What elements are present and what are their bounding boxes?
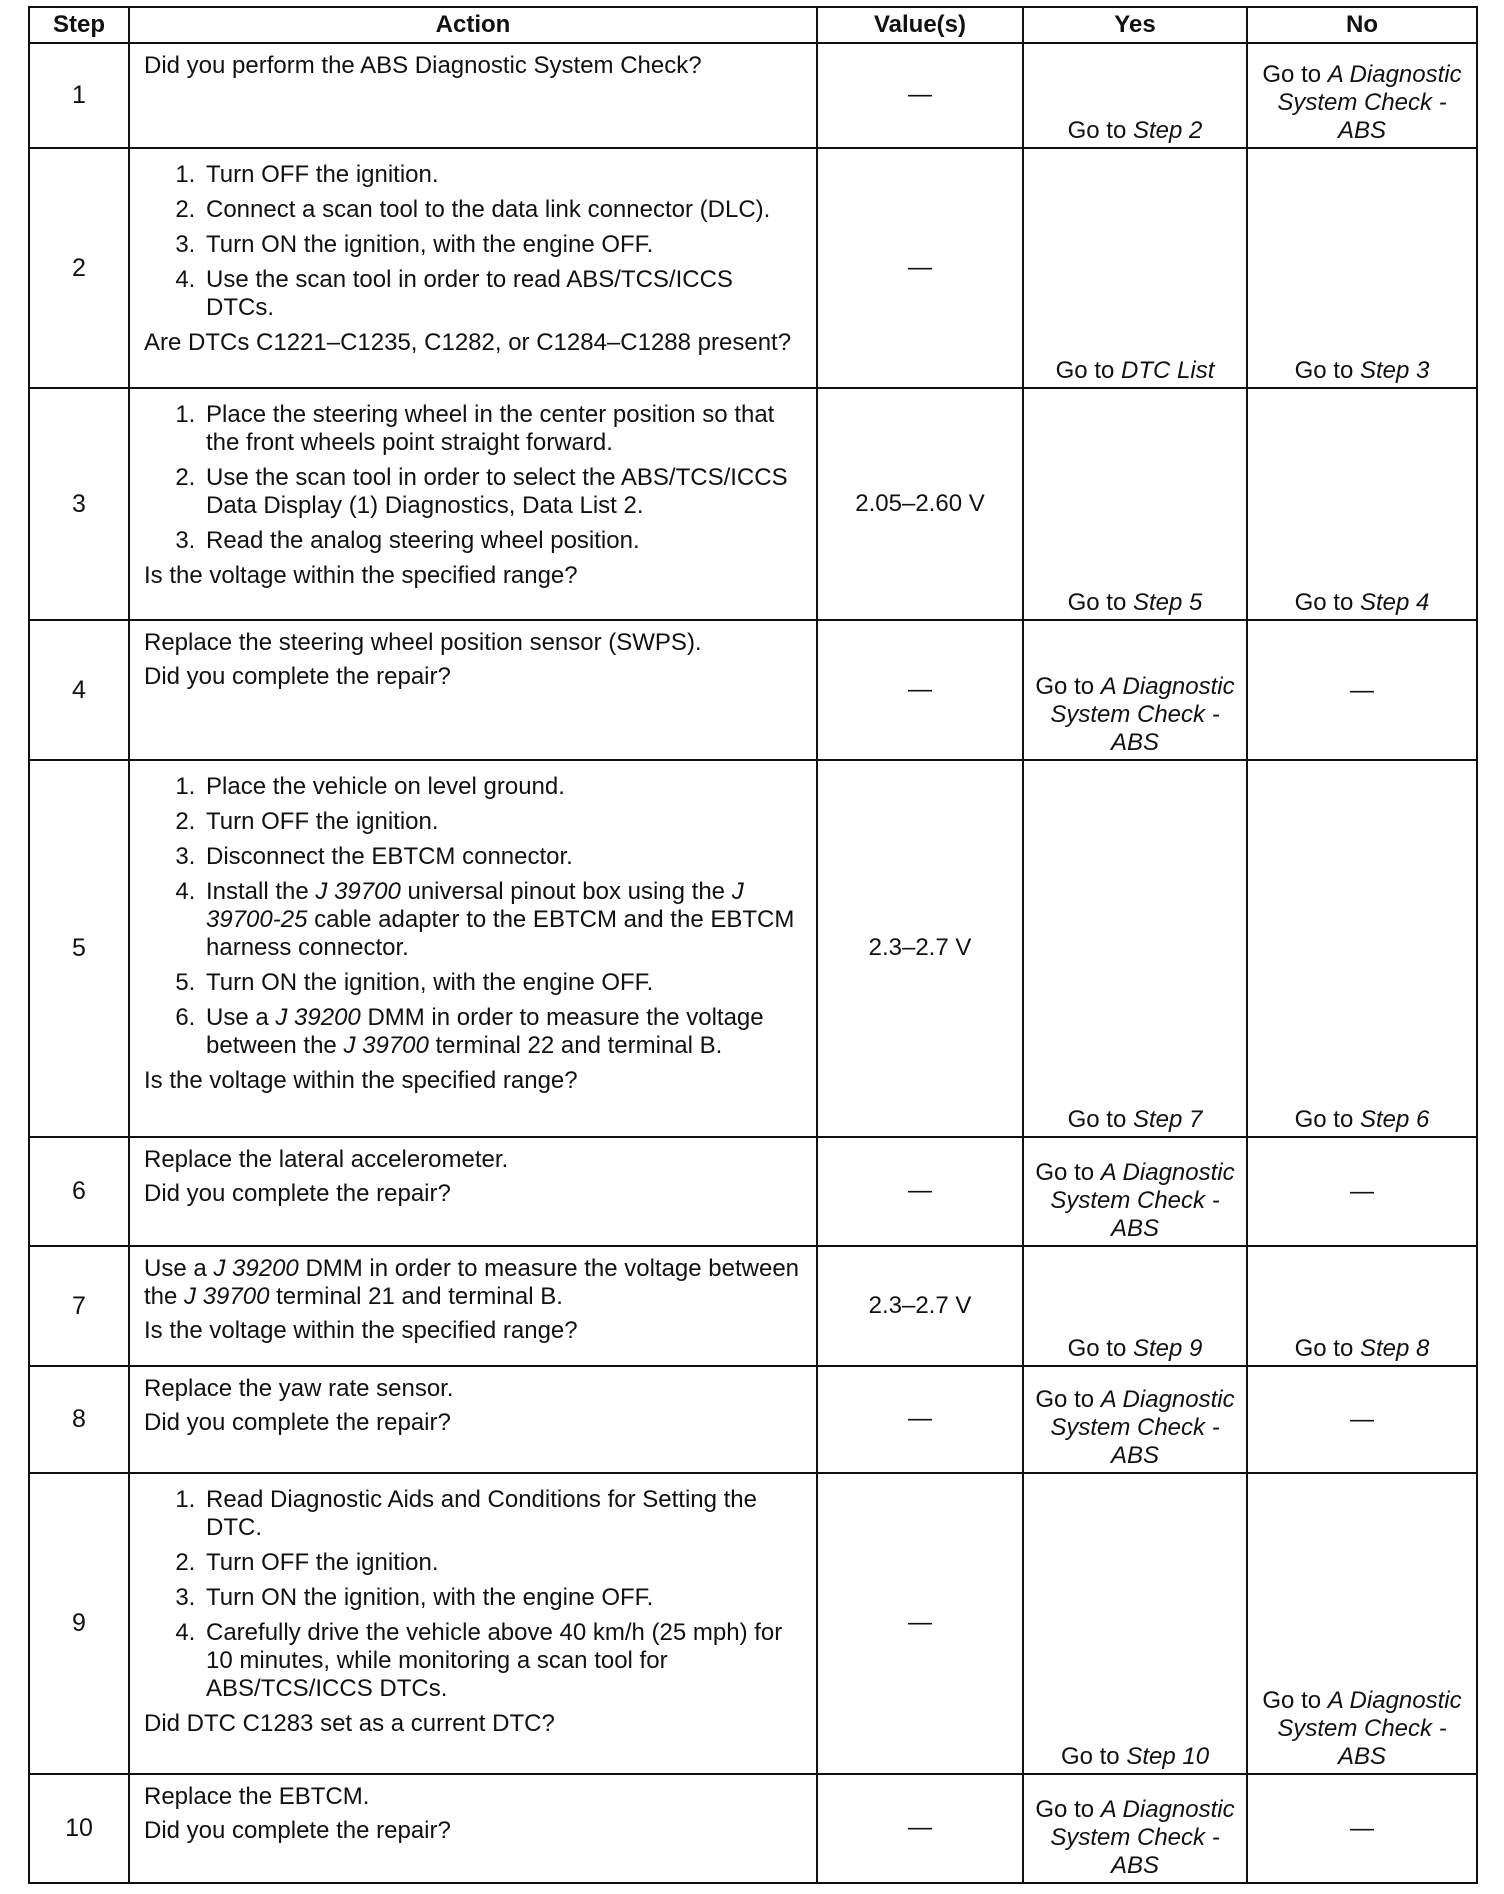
diagnostic-table-sheet [28, 6, 1476, 1884]
dash-mark: — [1350, 1178, 1374, 1206]
step-number: 4 [29, 620, 129, 760]
action-step: 2. Connect a scan tool to the data link connector (DLC). [202, 196, 806, 224]
table-row [29, 148, 1477, 388]
tool-reference: J 39200 [275, 1003, 361, 1031]
value-cell: — [817, 1137, 1023, 1246]
action-steps-list [144, 161, 806, 322]
action-step: 2. Turn OFF the ignition. [202, 1549, 806, 1577]
action-steps-list [144, 773, 806, 1060]
goto-reference: Step 6 [1359, 1105, 1430, 1133]
no-cell [1247, 760, 1477, 1137]
action-instruction: Use a J 39200 DMM in order to measure the voltage between the J 39700 terminal 21 and terminal B. [144, 1254, 800, 1310]
no-cell [1247, 1137, 1477, 1246]
action-cell [129, 1366, 817, 1473]
action-instruction: Replace the yaw rate sensor. [144, 1374, 454, 1402]
goto-reference: A Diagnostic System Check - ABS [1050, 1158, 1235, 1242]
header-step: Step [29, 7, 129, 43]
action-step: 1. Read Diagnostic Aids and Conditions for Setting the DTC. [202, 1486, 806, 1542]
action-instruction: Did you perform the ABS Diagnostic System Check? [144, 52, 702, 79]
goto-text: Go to [1294, 356, 1360, 384]
dash-mark: — [1350, 676, 1374, 704]
action-step: 5. Turn ON the ignition, with the engine OFF. [202, 969, 806, 997]
goto-reference: A Diagnostic System Check - ABS [1050, 1385, 1235, 1469]
table-body [29, 43, 1477, 1883]
yes-cell [1023, 760, 1247, 1137]
step-number: 1 [29, 43, 129, 148]
goto-text: Go to [1035, 1385, 1101, 1413]
goto-reference: A Diagnostic System Check - ABS [1277, 60, 1462, 144]
goto-text: Go to [1067, 588, 1133, 616]
action-question: Is the voltage within the specified range? [144, 1316, 578, 1344]
goto-text: Go to [1262, 60, 1328, 88]
yes-cell [1023, 1137, 1247, 1246]
header-no: No [1247, 7, 1477, 43]
goto-text: Go to [1035, 1158, 1101, 1186]
value-cell: 2.3–2.7 V [817, 760, 1023, 1137]
goto-reference: A Diagnostic System Check - ABS [1277, 1686, 1462, 1770]
header-action: Action [129, 7, 817, 43]
action-instruction: Replace the EBTCM. [144, 1782, 370, 1810]
action-cell [129, 388, 817, 620]
goto-reference: DTC List [1121, 356, 1215, 384]
action-question: Is the voltage within the specified range? [144, 1066, 578, 1094]
value-cell: — [817, 1774, 1023, 1883]
goto-reference: Step 5 [1132, 588, 1203, 616]
yes-cell [1023, 1246, 1247, 1366]
table-row [29, 620, 1477, 760]
step-number: 8 [29, 1366, 129, 1473]
action-instruction: Replace the steering wheel position sensor (SWPS). [144, 628, 702, 656]
action-step: 4. Use the scan tool in order to read ABS/TCS/ICCS DTCs. [202, 266, 806, 322]
step-number: 7 [29, 1246, 129, 1366]
goto-reference: A Diagnostic System Check - ABS [1050, 1796, 1235, 1879]
tool-reference: J 39700-25 [206, 877, 744, 933]
table-row [29, 760, 1477, 1137]
action-step: 3. Disconnect the EBTCM connector. [202, 843, 806, 871]
action-instruction: Replace the lateral accelerometer. [144, 1145, 509, 1173]
goto-text: Go to [1067, 1334, 1133, 1362]
table-row [29, 1366, 1477, 1473]
action-cell [129, 43, 817, 148]
action-step: 1. Place the vehicle on level ground. [202, 773, 806, 801]
table-row [29, 1137, 1477, 1246]
goto-reference: Step 3 [1359, 356, 1430, 384]
goto-text: Go to [1055, 356, 1122, 384]
value-cell: 2.3–2.7 V [817, 1246, 1023, 1366]
header-values: Value(s) [817, 7, 1023, 43]
goto-text: Go to [1060, 1742, 1127, 1770]
yes-cell [1023, 43, 1247, 148]
action-question: Did you complete the repair? [144, 1816, 451, 1844]
goto-reference: Step 7 [1132, 1105, 1203, 1133]
table-row [29, 43, 1477, 148]
table-row [29, 1774, 1477, 1883]
action-question: Are DTCs C1221–C1235, C1282, or C1284–C1288 present? [144, 328, 792, 356]
action-question: Did you complete the repair? [144, 1408, 451, 1436]
yes-cell [1023, 620, 1247, 760]
yes-cell [1023, 1473, 1247, 1774]
step-number: 3 [29, 388, 129, 620]
header-row [29, 7, 1477, 43]
action-step: 3. Turn ON the ignition, with the engine OFF. [202, 1584, 806, 1612]
step-number: 6 [29, 1137, 129, 1246]
action-step: 1. Turn OFF the ignition. [202, 161, 806, 189]
tool-reference: J 39700 [315, 877, 401, 905]
tool-reference: J 39200 [213, 1254, 299, 1282]
goto-reference: Step 2 [1132, 116, 1203, 144]
goto-text: Go to [1035, 672, 1101, 700]
goto-reference: Step 4 [1359, 588, 1430, 616]
action-cell [129, 1774, 817, 1883]
action-step: 2. Turn OFF the ignition. [202, 808, 806, 836]
action-question: Did you complete the repair? [144, 662, 451, 690]
action-steps-list [144, 401, 806, 555]
action-step: 4. Install the J 39700 universal pinout box using the J 39700-25 cable adapter to the EBTCM and the EBTCM harness connector. [202, 878, 806, 962]
no-cell [1247, 148, 1477, 388]
action-cell [129, 1473, 817, 1774]
no-cell [1247, 1246, 1477, 1366]
action-step: 3. Read the analog steering wheel position. [202, 527, 806, 555]
action-step: 4. Carefully drive the vehicle above 40 km/h (25 mph) for 10 minutes, while monitoring a scan tool for ABS/TCS/ICCS DTCs. [202, 1619, 806, 1703]
step-number: 2 [29, 148, 129, 388]
no-cell [1247, 1473, 1477, 1774]
dash-mark: — [1350, 1406, 1374, 1434]
goto-text: Go to [1067, 116, 1133, 144]
step-number: 10 [29, 1774, 129, 1883]
yes-cell [1023, 1774, 1247, 1883]
goto-text: Go to [1294, 588, 1360, 616]
action-step: 2. Use the scan tool in order to select the ABS/TCS/ICCS Data Display (1) Diagnostics, Data List 2. [202, 464, 806, 520]
goto-reference: Step 9 [1132, 1334, 1203, 1362]
action-question: Did you complete the repair? [144, 1179, 451, 1207]
goto-text: Go to [1067, 1105, 1133, 1133]
no-cell [1247, 1774, 1477, 1883]
goto-reference: A Diagnostic System Check - ABS [1050, 672, 1235, 756]
tool-reference: J 39700 [343, 1031, 429, 1059]
step-number: 9 [29, 1473, 129, 1774]
action-steps-list [144, 1486, 806, 1703]
action-cell [129, 620, 817, 760]
diagnostic-table [28, 6, 1478, 1884]
no-cell [1247, 388, 1477, 620]
goto-text: Go to [1294, 1105, 1360, 1133]
value-cell: — [817, 620, 1023, 760]
header-yes: Yes [1023, 7, 1247, 43]
goto-text: Go to [1294, 1334, 1360, 1362]
value-cell: — [817, 1473, 1023, 1774]
action-question: Is the voltage within the specified range? [144, 561, 578, 589]
table-row [29, 388, 1477, 620]
goto-reference: Step 10 [1126, 1742, 1210, 1770]
action-cell [129, 148, 817, 388]
step-number: 5 [29, 760, 129, 1137]
dash-mark: — [1350, 1815, 1374, 1843]
value-cell: — [817, 1366, 1023, 1473]
goto-text: Go to [1035, 1796, 1101, 1823]
value-cell: — [817, 148, 1023, 388]
action-step: 1. Place the steering wheel in the center position so that the front wheels point straight forward. [202, 401, 806, 457]
action-cell [129, 760, 817, 1137]
action-cell [129, 1137, 817, 1246]
yes-cell [1023, 388, 1247, 620]
action-step: 3. Turn ON the ignition, with the engine OFF. [202, 231, 806, 259]
action-cell [129, 1246, 817, 1366]
no-cell [1247, 620, 1477, 760]
yes-cell [1023, 148, 1247, 388]
table-row [29, 1246, 1477, 1366]
goto-reference: Step 8 [1359, 1334, 1430, 1362]
yes-cell [1023, 1366, 1247, 1473]
action-question: Did DTC C1283 set as a current DTC? [144, 1709, 555, 1737]
no-cell [1247, 1366, 1477, 1473]
value-cell: 2.05–2.60 V [817, 388, 1023, 620]
action-step: 6. Use a J 39200 DMM in order to measure the voltage between the J 39700 terminal 22 and terminal B. [202, 1004, 806, 1060]
goto-text: Go to [1262, 1686, 1328, 1714]
value-cell: — [817, 43, 1023, 148]
tool-reference: J 39700 [184, 1282, 270, 1310]
table-row [29, 1473, 1477, 1774]
no-cell [1247, 43, 1477, 148]
